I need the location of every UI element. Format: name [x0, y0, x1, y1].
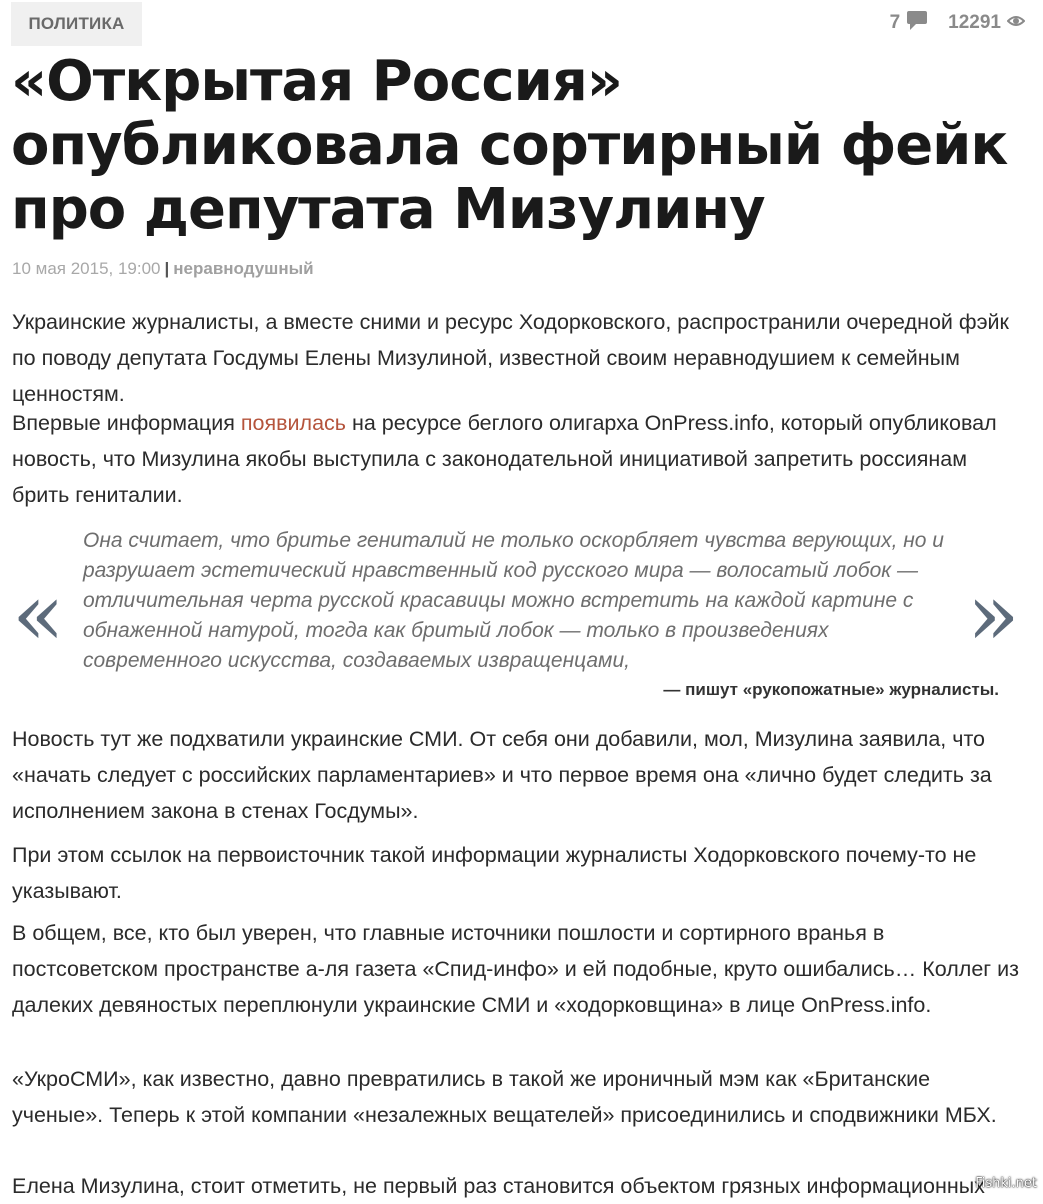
- paragraph-4: При этом ссылок на первоисточник такой информации журналисты Ходорковского почему-то не указывают.: [12, 843, 977, 903]
- eye-icon: [1007, 12, 1025, 34]
- site-watermark: Fishki.net: [975, 1176, 1037, 1191]
- article-stats: [890, 9, 1025, 37]
- publish-date: 10 мая 2015, 19:00: [12, 259, 161, 278]
- quote-open-mark: «: [12, 565, 65, 665]
- source-link[interactable]: появилась: [240, 411, 347, 435]
- category-tag[interactable]: ПОЛИТИКА: [11, 2, 142, 46]
- blockquote-text: Она считает, что бритье гениталий не только оскорбляет чувства верующих, но и разрушает эстетический нравственный код русского мира — волосатый лобок — отличительная черта русской красавицы можно встретить на каждой картине с обнаженной натурой, тогда как бритый лобок — только в произведениях современного искусства, создаваемых извращенцами,: [83, 529, 944, 672]
- views-count: 12291: [948, 12, 1001, 33]
- paragraph-3: Новость тут же подхватили украинские СМИ. От себя они добавили, мол, Мизулина заявила, что «начать следует с российских парламентариев» и что первое время она «лично будет следить за исполнением закона в стенах Госдумы».: [12, 727, 992, 823]
- author-link[interactable]: неравнодушный: [173, 259, 314, 278]
- paragraph-2: [12, 405, 1022, 513]
- comments-counter[interactable]: [890, 9, 929, 37]
- paragraph-2-end: на ресурсе беглого олигарха OnPress.info, который опубликовал новость, что Мизулина якобы выступила с законодательной инициативой запретить россиянам брить гениталии.: [12, 411, 997, 507]
- quote-attribution: — пишут «рукопожатные» журналисты.: [663, 680, 999, 699]
- quote-close-mark: »: [967, 565, 1020, 665]
- views-counter: [948, 12, 1025, 34]
- speech-bubble-icon: [906, 9, 928, 37]
- paragraph-7: Елена Мизулина, стоит отметить, не первый раз становится объектом грязных информационных: [12, 1174, 985, 1198]
- comments-count: 7: [889, 12, 901, 33]
- paragraph-6: «УкроСМИ», как известно, давно превратились в такой же ироничный мэм как «Британские ученые». Теперь к этой компании «незалежных вещателей» присоединились и сподвижники МБХ.: [12, 1067, 997, 1127]
- meta-separator: |: [164, 259, 170, 278]
- article-title: «Открытая Россия» опубликовала сортирный фейк про депутата Мизулину: [11, 49, 1008, 242]
- paragraph-1: Украинские журналисты, а вместе сними и ресурс Ходорковского, распространили очередной фэйк по поводу депутата Госдумы Елены Мизулиной, известной своим неравнодушием к семейным ценностям.: [12, 310, 1009, 406]
- paragraph-2-start: Впервые информация: [12, 411, 241, 435]
- article-meta: [12, 259, 314, 279]
- paragraph-5: В общем, все, кто был уверен, что главные источники пошлости и сортирного вранья в постсоветском пространстве а-ля газета «Спид-инфо» и ей подобные, круто ошибались… Коллег из далеких девяностых переплюнули украинские СМИ и «ходорковщина» в лице OnPress.info.: [12, 921, 1019, 1017]
